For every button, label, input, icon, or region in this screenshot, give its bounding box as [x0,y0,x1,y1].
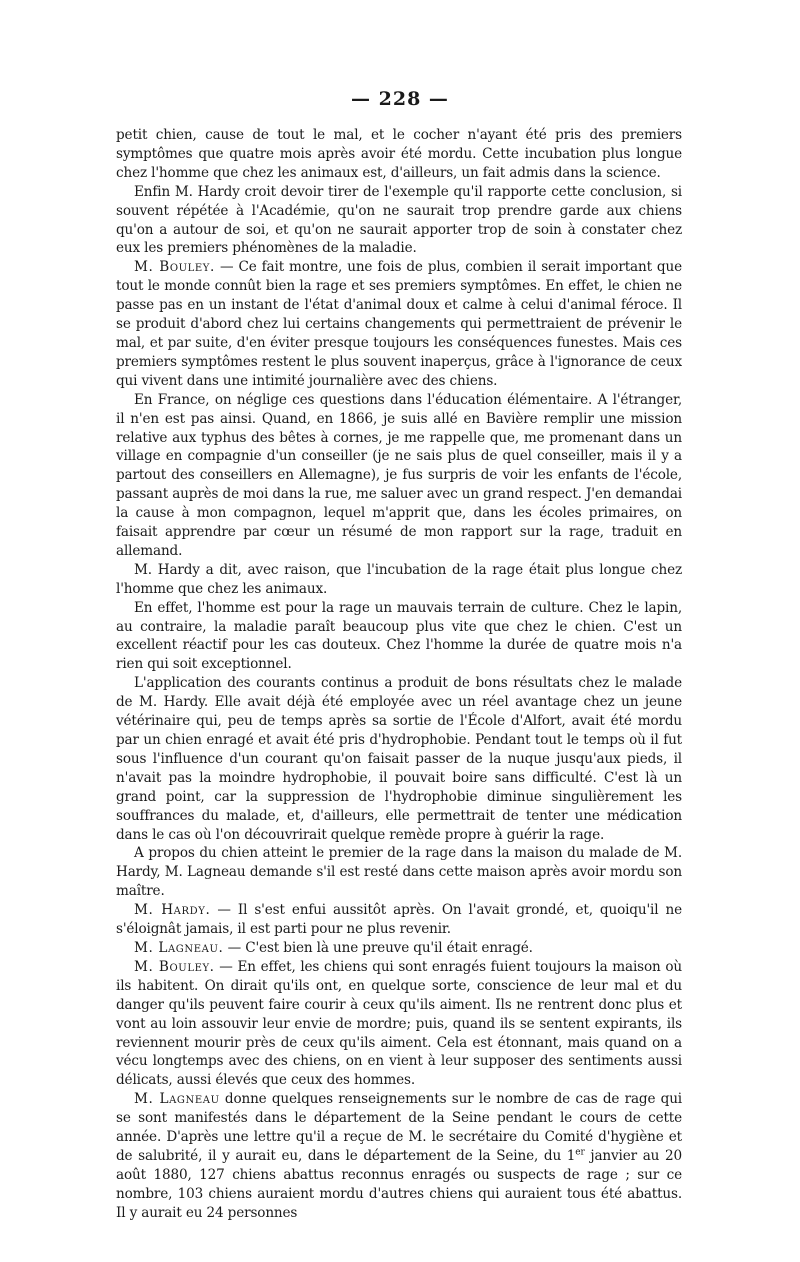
speaker-name: M. Lagneau. [134,939,224,956]
speaker-name: M. Lagneau [134,1091,220,1108]
paragraph-text: Enfin M. Hardy croit devoir tirer de l'exemple qu'il rapporte cette conclusion, si souvent répétée à l'Académie, qu'on ne saurait trop prendre garde aux chiens qu'on a autour de soi, et qu'on ne saurait apporter trop de soin à constater chez eux les premiers phénomènes de la maladie. [116,183,682,257]
paragraph-text: En effet, les chiens qui sont enragés fuient toujours la maison où ils habitent. On dirait qu'ils ont, en quelque sorte, conscience de leur mal et du danger qu'ils peuvent faire courir à ceux qu'ils aiment. Ils ne rentrent donc plus et vont au loin assouvir leur envie de mordre; puis, quand ils se sentent expirants, ils reviennent mourir près de ceux qu'ils aiment. Cela est étonnant, mais quand on a vécu longtemps avec des chiens, on en vient à leur supposer des sentiments aussi délicats, aussi élevés que ceux des hommes. [116,958,682,1089]
page-number: — 228 — [351,88,449,110]
paragraph-text: C'est bien là une preuve qu'il était enragé. [245,939,533,956]
paragraph [116,561,682,599]
paragraph: M. Hardy. — Il s'est enfui aussitôt après. On l'avait grondé, et, quoiqu'il ne s'éloignât jamais, il est parti pour ne plus revenir. [116,902,682,938]
paragraph [116,599,682,675]
paragraph-text: donne quelques renseignements sur le nombre de cas de rage qui se sont manifestés dans le département de la Seine pendant le cours de cette année. D'après une lettre qu'il a reçue de M. le secrétaire du Comité d'hygiène et de salubrité, il y aurait eu, dans le département de la Seine, du 1er janvier au 20 août 1880, 127 chiens abattus reconnus enragés ou suspects de rage ; sur ce nombre, 103 chiens auraient mordu d'autres chiens qui auraient tous été abattus. Il y aurait eu 24 personnes [116,1091,682,1221]
paragraph-text: L'application des courants continus a produit de bons résultats chez le malade de M. Hardy. Elle avait déjà été employée avec un réel avantage chez un jeune vétérinaire qui, peu de temps après sa sortie de l'École d'Alfort, avait été mordu par un chien enragé et avait été pris d'hydrophobie. Pendant tout le temps où il fut sous l'influence d'un courant qu'on faisait passer de la nuque jusqu'aux pieds, il n'avait pas la moindre hydrophobie, il pouvait boire sans difficulté. C'est là un grand point, car la suppression de l'hydrophobie diminue singulièrement les souffrances du malade, et, d'ailleurs, elle permettrait de tenter une médication dans le cas où l'on découvrirait quelque remède propre à guérir la rage. [116,675,682,843]
paragraph: M. Bouley. — En effet, les chiens qui sont enragés fuient toujours la maison où ils habitent. On dirait qu'ils ont, en quelque sorte, conscience de leur mal et du danger qu'ils peuvent faire courir à ceux qu'ils aiment. Ils ne rentrent donc plus et vont au loin assouvir leur envie de mordre; puis, quand ils se sentent expirants, ils reviennent mourir près de ceux qu'ils aiment. Cela est étonnant, mais quand on a vécu longtemps avec des chiens, on en vient à leur supposer des sentiments aussi délicats, aussi élevés que ceux des hommes. [116,958,682,1089]
speaker-name: M. Bouley. [134,259,215,276]
paragraph-text: En effet, l'homme est pour la rage un mauvais terrain de culture. Chez le lapin, au contraire, la maladie paraît beaucoup plus vite que chez le chien. C'est un excellent réactif pour les cas douteux. Chez l'homme la durée de quatre mois n'a rien qui soit exceptionnel. [116,599,682,673]
paragraph-text: M. Hardy a dit, avec raison, que l'incubation de la rage était plus longue chez l'homme que chez les animaux. [116,561,682,597]
speaker-name: M. Bouley. [134,958,215,975]
paragraph [116,391,682,561]
paragraph-text: Il s'est enfui aussitôt après. On l'avait grondé, et, quoiqu'il ne s'éloignât jamais, il est parti pour ne plus revenir. [116,902,682,938]
paragraph [116,674,682,844]
paragraph [116,126,682,183]
speaker-name: M. Hardy. [134,902,211,919]
paragraph: M. Bouley. — Ce fait montre, une fois de plus, combien il serait important que tout le monde connût bien la rage et ses premiers symptômes. En effet, le chien ne passe pas en un instant de l'état d'animal doux et calme à celui d'animal féroce. Il se produit d'abord chez lui certains changements qui permettraient de prévenir le mal, et par suite, d'en éviter presque toujours les conséquences funestes. Mais ces premiers symptômes restent le plus souvent inaperçus, grâce à l'ignorance de ceux qui vivent dans une intimité journalière avec des chiens. [116,259,682,389]
paragraph-text: Ce fait montre, une fois de plus, combien il serait important que tout le monde connût bien la rage et ses premiers symptômes. En effet, le chien ne passe pas en un instant de l'état d'animal doux et calme à celui d'animal féroce. Il se produit d'abord chez lui certains changements qui permettraient de prévenir le mal, et par suite, d'en éviter presque toujours les conséquences funestes. Mais ces premiers symptômes restent le plus souvent inaperçus, grâce à l'ignorance de ceux qui vivent dans une intimité journalière avec des chiens. [116,259,682,389]
paragraph-text: A propos du chien atteint le premier de la rage dans la maison du malade de M. Hardy, M. Lagneau demande s'il est resté dans cette maison après avoir mordu son maître. [116,845,682,900]
body-text [116,126,682,1223]
paragraph [116,844,682,901]
paragraph-text: En France, on néglige ces questions dans l'éducation élémentaire. A l'étranger, il n'en est pas ainsi. Quand, en 1866, je suis allé en Bavière remplir une mission relative aux typhus des bêtes à cornes, je me rappelle que, me promenant dans un village en compagnie d'un conseiller (je ne sais plus de quel conseiller, mais il y a partout des conseillers en Allemagne), je fus surpris de voir les enfants de l'école, passant auprès de moi dans la rue, me saluer avec un grand respect. J'en demandai la cause à mon compagnon, lequel m'apprit que, dans les écoles primaires, on faisait apprendre par cœur un résumé de mon rapport sur la rage, traduit en allemand. [116,391,682,559]
paragraph [116,1090,682,1222]
paragraph: M. Lagneau. — C'est bien là une preuve qu'il était enragé. [134,939,533,956]
paragraph [116,183,682,259]
paragraph-text: petit chien, cause de tout le mal, et le cocher n'ayant été pris des premiers symptômes que quatre mois après avoir été mordu. Cette incubation plus longue chez l'homme que chez les animaux est, d'ailleurs, un fait admis dans la science. [116,127,682,181]
